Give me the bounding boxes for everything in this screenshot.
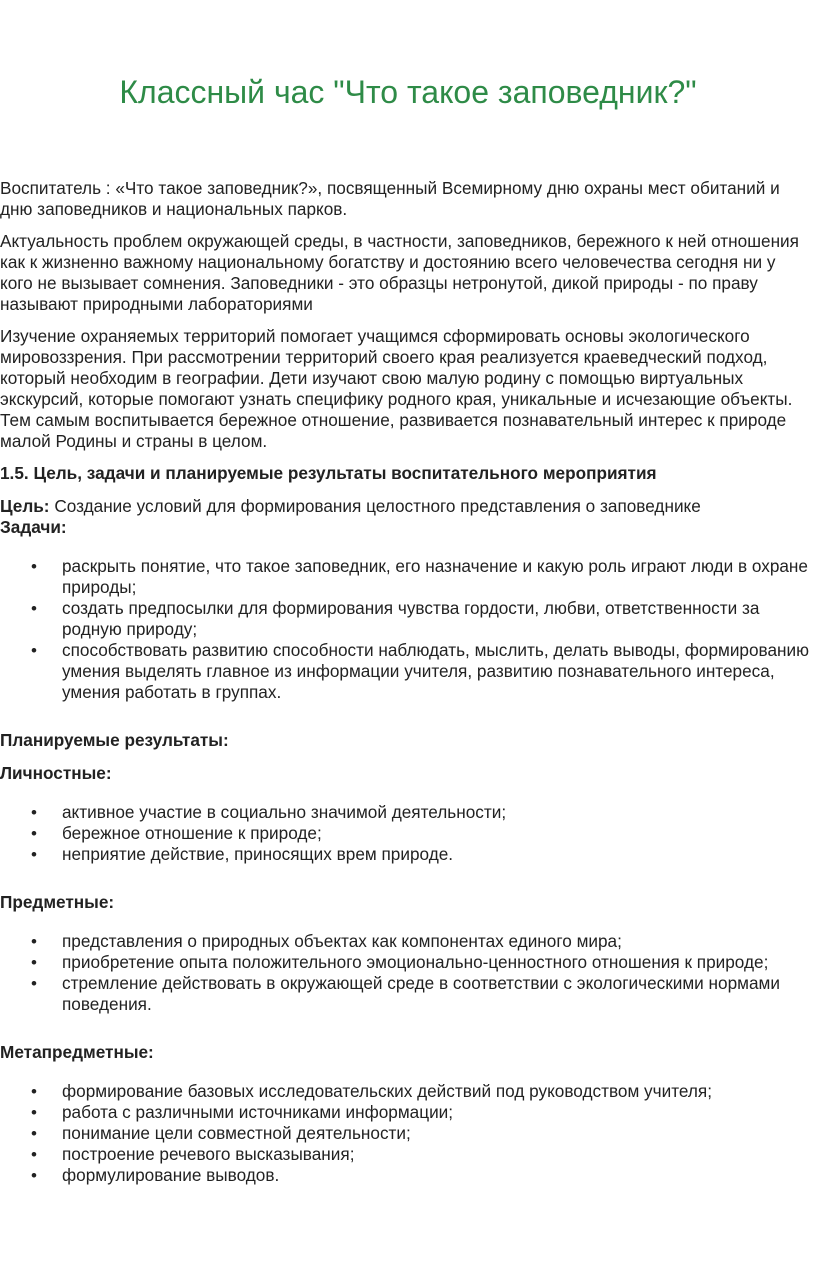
personal-list xyxy=(0,802,812,865)
list-item: • создать предпосылки для формирования чувства гордости, любви, ответственности за родную природу; xyxy=(0,598,812,640)
relevance-paragraph: Актуальность проблем окружающей среды, в частности, заповедников, бережного к ней отношения как к жизненно важному национальному богатству и достоянию всего человечества сегодня ни у кого не вызывает сомнения. Заповедники - это образцы нетронутой, дикой природы - по праву называют природными лабораториями xyxy=(0,231,799,314)
tasks-list xyxy=(0,556,812,703)
list-item: • активное участие в социально значимой деятельности; xyxy=(0,802,812,823)
results-heading: Планируемые результаты: xyxy=(0,730,229,750)
subject-heading: Предметные: xyxy=(0,892,115,912)
list-item: • бережное отношение к природе; xyxy=(0,823,812,844)
personal-heading: Личностные: xyxy=(0,763,112,783)
meta-list xyxy=(0,1081,812,1186)
list-item: • представления о природных объектах как компонентах единого мира; xyxy=(0,931,812,952)
section-heading: 1.5. Цель, задачи и планируемые результаты воспитательного мероприятия xyxy=(0,463,657,483)
list-item: • стремление действовать в окружающей среде в соответствии с экологическими нормами поведения. xyxy=(0,973,812,1015)
meta-heading: Метапредметные: xyxy=(0,1042,154,1062)
goal-label: Цель: xyxy=(0,496,50,516)
list-item: • понимание цели совместной деятельности; xyxy=(0,1123,812,1144)
study-paragraph: Изучение охраняемых территорий помогает учащимся сформировать основы экологического мировоззрения. При рассмотрении территорий своего края реализуется краеведческий подход, который необходим в географии. Дети изучают свою малую родину с помощью виртуальных экскурсий, которые помогают узнать специфику родного края, уникальные и исчезающие объекты. Тем самым воспитывается бережное отношение, развивается познавательный интерес к природе малой Родины и страны в целом. xyxy=(0,326,793,451)
list-item: • построение речевого высказывания; xyxy=(0,1144,812,1165)
intro-paragraph: Воспитатель : «Что такое заповедник?», посвященный Всемирному дню охраны мест обитаний и дню заповедников и национальных парков. xyxy=(0,178,780,219)
list-item: • формирование базовых исследовательских действий под руководством учителя; xyxy=(0,1081,812,1102)
subject-list xyxy=(0,931,812,1015)
list-item: • работа с различными источниками информации; xyxy=(0,1102,812,1123)
list-item: • формулирование выводов. xyxy=(0,1165,812,1186)
list-item: • приобретение опыта положительного эмоционально-ценностного отношения к природе; xyxy=(0,952,812,973)
list-item: • способствовать развитию способности наблюдать, мыслить, делать выводы, формированию умения выделять главное из информации учителя, развитию познавательного интереса, умения работать в группах. xyxy=(0,640,812,703)
page-title: Классный час "Что такое заповедник?" xyxy=(119,74,697,110)
list-item: • неприятие действие, приносящих врем природе. xyxy=(0,844,812,865)
goal-text: Создание условий для формирования целостного представления о заповеднике xyxy=(49,496,701,516)
document-body xyxy=(0,178,812,1186)
list-item: • раскрыть понятие, что такое заповедник, его назначение и какую роль играют люди в охране природы; xyxy=(0,556,812,598)
goal-line xyxy=(0,496,812,517)
tasks-label: Задачи: xyxy=(0,517,67,537)
